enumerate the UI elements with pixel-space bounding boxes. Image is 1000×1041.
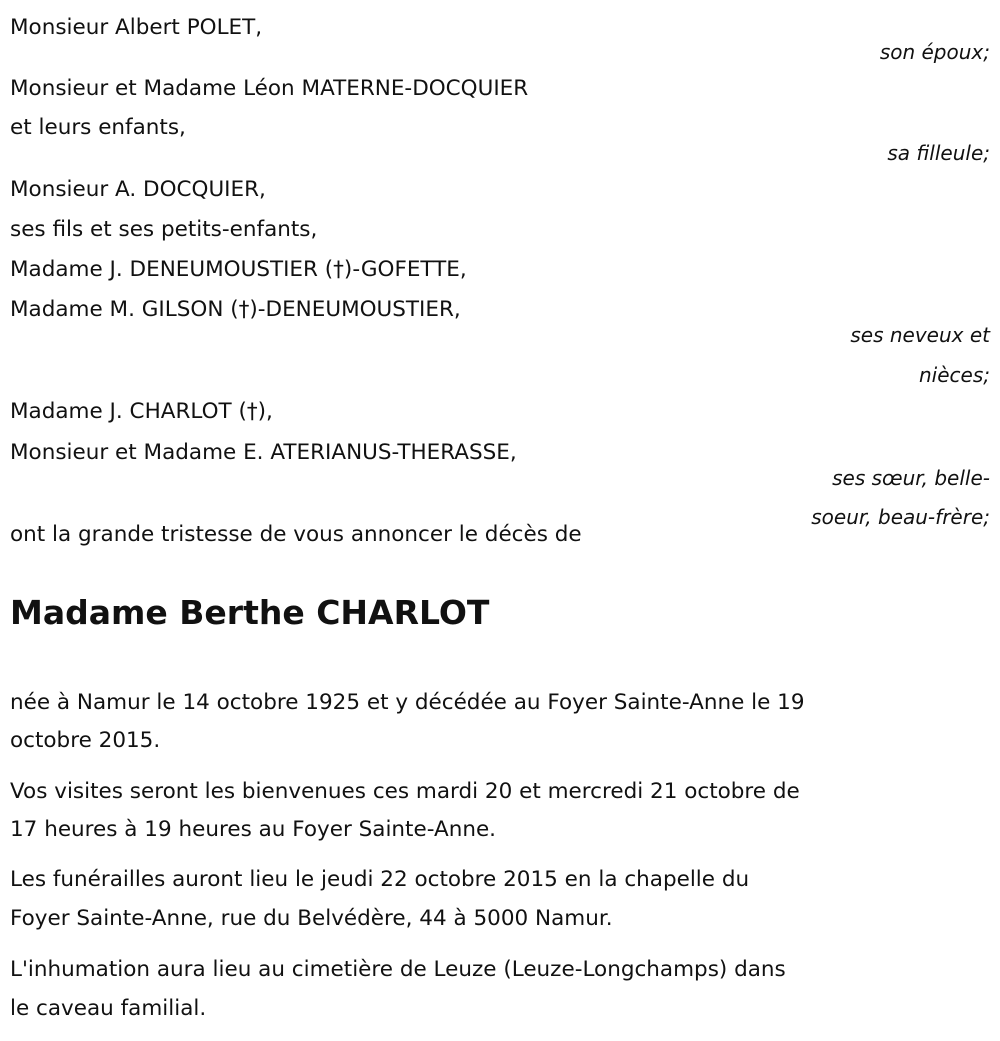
family-line: Madame M. GILSON (†)-DENEUMOUSTIER, [10, 297, 461, 322]
relation-label: son époux; [879, 40, 990, 64]
announcement-line: ont la grande tristesse de vous annoncer le décès de [10, 522, 582, 547]
paragraph-line: née à Namur le 14 octobre 1925 et y décédée au Foyer Sainte-Anne le 19 [10, 690, 805, 715]
relation-label: ses sœur, belle- [832, 466, 990, 490]
relation-label: sa filleule; [887, 141, 990, 165]
relation-label: soeur, beau-frère; [811, 505, 990, 529]
paragraph-line: octobre 2015. [10, 728, 161, 753]
relation-label: nièces; [919, 363, 990, 387]
family-line: Madame J. DENEUMOUSTIER (†)-GOFETTE, [10, 257, 467, 282]
family-line: et leurs enfants, [10, 115, 186, 140]
family-line: Monsieur et Madame Léon MATERNE-DOCQUIER [10, 76, 529, 101]
deceased-name: Madame Berthe CHARLOT [10, 593, 490, 632]
paragraph-line: Foyer Sainte-Anne, rue du Belvédère, 44 à 5000 Namur. [10, 906, 613, 931]
family-line: Monsieur A. DOCQUIER, [10, 177, 266, 202]
paragraph-line: Les funérailles auront lieu le jeudi 22 octobre 2015 en la chapelle du [10, 867, 750, 892]
paragraph-line: 17 heures à 19 heures au Foyer Sainte-Anne. [10, 817, 497, 842]
family-line: Monsieur et Madame E. ATERIANUS-THERASSE, [10, 440, 517, 465]
paragraph-line: le caveau familial. [10, 996, 207, 1021]
paragraph-line: Vos visites seront les bienvenues ces mardi 20 et mercredi 21 octobre de [10, 779, 800, 804]
family-line: Monsieur Albert POLET, [10, 15, 263, 40]
paragraph-line: L'inhumation aura lieu au cimetière de Leuze (Leuze-Longchamps) dans [10, 957, 786, 982]
relation-label: ses neveux et [850, 323, 990, 347]
family-line: ses fils et ses petits-enfants, [10, 217, 318, 242]
family-line: Madame J. CHARLOT (†), [10, 399, 273, 424]
